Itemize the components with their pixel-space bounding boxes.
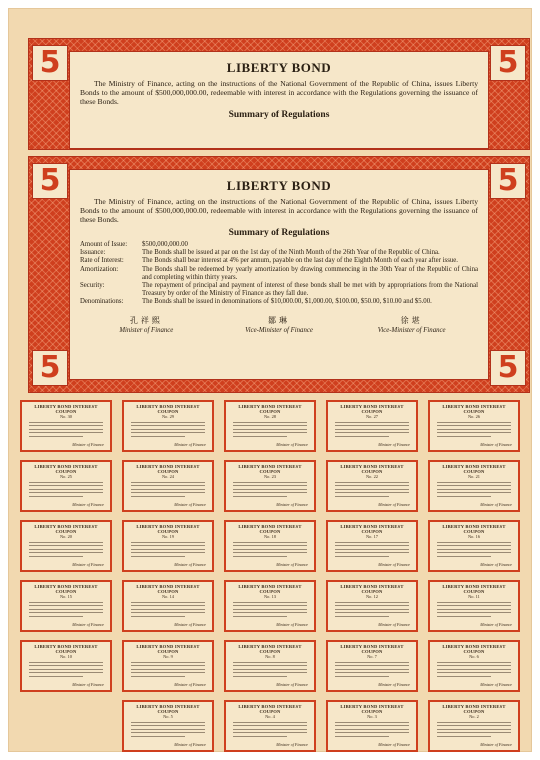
- interest-coupon: [20, 520, 112, 572]
- summary-title: Summary of Regulations: [228, 110, 330, 120]
- coupon-number: No. 14: [162, 594, 174, 599]
- coupon-signature: Minister of Finance: [174, 742, 206, 747]
- coupon-text-lines: [433, 602, 515, 617]
- coupon-text-lines: [229, 722, 311, 737]
- coupon-text-lines: [127, 602, 209, 617]
- coupon-heading: LIBERTY BOND INTEREST COUPON: [136, 704, 200, 714]
- coupon-number: No. 20: [60, 534, 72, 539]
- interest-coupon: [428, 460, 520, 512]
- coupon-number: No. 7: [367, 654, 377, 659]
- coupon-number: No. 25: [60, 474, 72, 479]
- coupon-text-lines: [331, 722, 413, 737]
- coupon-signature: Minister of Finance: [174, 622, 206, 627]
- coupon-heading: LIBERTY BOND INTEREST COUPON: [340, 464, 404, 474]
- interest-coupon: [326, 400, 418, 452]
- bond-sheet: [8, 8, 532, 752]
- coupon-signature: Minister of Finance: [72, 502, 104, 507]
- coupon-heading: LIBERTY BOND INTEREST COUPON: [340, 404, 404, 414]
- coupon-signature: Minister of Finance: [276, 682, 308, 687]
- coupon-text-lines: [433, 662, 515, 677]
- coupon-heading: LIBERTY BOND INTEREST COUPON: [136, 644, 200, 654]
- regulation-label: Amount of Issue:: [80, 241, 128, 248]
- coupon-text-lines: [433, 722, 515, 737]
- bond-text-panel: [69, 169, 489, 380]
- regulation-text: The Bonds shall be redeemed by yearly amortization by drawing commencing in the 30th Year of the Republic of China and completing within thirty years.: [142, 265, 478, 281]
- coupon-text-lines: [25, 602, 107, 617]
- interest-coupon: [224, 580, 316, 632]
- regulation-label: Amortization:: [80, 265, 119, 273]
- regulation-label: Security:: [80, 282, 105, 290]
- coupon-number: No. 12: [366, 594, 378, 599]
- coupon-number: No. 13: [264, 594, 276, 599]
- coupon-number: No. 4: [265, 714, 275, 719]
- interest-coupon: [224, 460, 316, 512]
- coupon-number: No. 27: [366, 414, 378, 419]
- signature-vice-minister: [357, 315, 467, 334]
- coupon-number: No. 18: [264, 534, 276, 539]
- coupon-signature: Minister of Finance: [378, 442, 410, 447]
- denomination-corner: 5: [32, 350, 68, 386]
- coupon-heading: LIBERTY BOND INTEREST COUPON: [34, 404, 98, 414]
- signature-title: Vice-Minister of Finance: [245, 326, 313, 334]
- bond-intro: The Ministry of Finance, acting on the instructions of the National Government of the Republic of China, issues Liberty Bonds to the amount of $500,000,000.00, redeemable with interest in accordance with the Regulations governing the issuance of these Bonds.: [80, 197, 478, 224]
- coupon-signature: Minister of Finance: [480, 442, 512, 447]
- bond-title: LIBERTY BOND: [226, 60, 332, 75]
- regulation-text: The Bonds shall be issued at par on the 1st day of the Ninth Month of the 26th Year of the Republic of China.: [142, 249, 440, 257]
- coupon-text-lines: [331, 662, 413, 677]
- coupon-heading: LIBERTY BOND INTEREST COUPON: [238, 584, 302, 594]
- regulation-label: Rate of Interest:: [80, 257, 124, 265]
- coupon-signature: Minister of Finance: [72, 562, 104, 567]
- bond-certificate: [28, 156, 530, 393]
- coupon-text-lines: [127, 722, 209, 737]
- coupon-heading: LIBERTY BOND INTEREST COUPON: [238, 524, 302, 534]
- regulation-row: [80, 266, 478, 282]
- denomination-corner: 5: [32, 45, 68, 81]
- interest-coupon: [224, 700, 316, 752]
- interest-coupon: [326, 580, 418, 632]
- signature-vice-minister: [224, 315, 334, 334]
- signature-chop: 孔祥熙: [129, 315, 163, 325]
- regulation-row: [80, 249, 478, 257]
- regulation-text: $500,000,000.00: [142, 241, 188, 248]
- interest-coupon: [224, 640, 316, 692]
- denomination-corner: 5: [490, 350, 526, 386]
- coupon-number: No. 29: [162, 414, 174, 419]
- coupon-signature: Minister of Finance: [174, 562, 206, 567]
- coupon-text-lines: [127, 482, 209, 497]
- regulation-row: [80, 282, 478, 298]
- coupon-signature: Minister of Finance: [276, 622, 308, 627]
- interest-coupon: [20, 400, 112, 452]
- coupon-number: No. 30: [60, 414, 72, 419]
- coupon-heading: LIBERTY BOND INTEREST COUPON: [340, 644, 404, 654]
- coupon-text-lines: [229, 602, 311, 617]
- coupon-sheet: [20, 400, 532, 756]
- regulation-text: The repayment of principal and payment of interest of these bonds shall be met with by appropriations from the National Treasury by order of the Ministry of Finance as they fall due.: [142, 282, 478, 298]
- interest-coupon: [122, 520, 214, 572]
- coupon-text-lines: [127, 662, 209, 677]
- coupon-number: No. 23: [264, 474, 276, 479]
- signature-chop: 徐堪: [400, 315, 423, 325]
- regulation-text: The Bonds shall be issued in denominations of $10,000.00, $1,000.00, $100.00, $50.00, $10.00 and $5.00.: [142, 298, 432, 306]
- coupon-text-lines: [25, 422, 107, 437]
- interest-coupon: [20, 580, 112, 632]
- coupon-text-lines: [127, 422, 209, 437]
- interest-coupon: [428, 700, 520, 752]
- coupon-signature: Minister of Finance: [174, 502, 206, 507]
- coupon-number: No. 11: [468, 594, 480, 599]
- interest-coupon: [122, 580, 214, 632]
- interest-coupon: [326, 520, 418, 572]
- regulation-label: Issuance:: [80, 249, 106, 257]
- coupon-signature: Minister of Finance: [378, 742, 410, 747]
- interest-coupon: [326, 460, 418, 512]
- bond-intro: The Ministry of Finance, acting on the instructions of the National Government of the Republic of China, issues Liberty Bonds to the amount of $500,000,000.00, redeemable with interest in accordance with the Regulations governing the issuance of these Bonds.: [80, 79, 478, 106]
- coupon-number: No. 24: [162, 474, 174, 479]
- coupon-number: No. 26: [468, 414, 480, 419]
- coupon-number: No. 9: [163, 654, 173, 659]
- interest-coupon: [326, 700, 418, 752]
- coupon-signature: Minister of Finance: [72, 682, 104, 687]
- coupon-number: No. 8: [265, 654, 275, 659]
- coupon-heading: LIBERTY BOND INTEREST COUPON: [442, 524, 506, 534]
- coupon-text-lines: [331, 602, 413, 617]
- interest-coupon: [122, 460, 214, 512]
- coupon-number: No. 22: [366, 474, 378, 479]
- coupon-text-lines: [433, 542, 515, 557]
- coupon-heading: LIBERTY BOND INTEREST COUPON: [136, 404, 200, 414]
- coupon-text-lines: [25, 542, 107, 557]
- coupon-heading: LIBERTY BOND INTEREST COUPON: [442, 584, 506, 594]
- bond-text-panel: [69, 51, 489, 149]
- coupon-signature: Minister of Finance: [174, 682, 206, 687]
- coupon-heading: LIBERTY BOND INTEREST COUPON: [34, 584, 98, 594]
- summary-title: Summary of Regulations: [228, 228, 330, 238]
- bond-certificate-back: [28, 38, 530, 150]
- coupon-signature: Minister of Finance: [480, 622, 512, 627]
- interest-coupon: [428, 580, 520, 632]
- coupon-text-lines: [25, 482, 107, 497]
- coupon-signature: Minister of Finance: [276, 562, 308, 567]
- coupon-heading: LIBERTY BOND INTEREST COUPON: [136, 584, 200, 594]
- coupon-text-lines: [25, 662, 107, 677]
- coupon-signature: Minister of Finance: [378, 622, 410, 627]
- coupon-signature: Minister of Finance: [276, 742, 308, 747]
- coupon-signature: Minister of Finance: [480, 682, 512, 687]
- coupon-text-lines: [331, 482, 413, 497]
- coupon-heading: LIBERTY BOND INTEREST COUPON: [34, 524, 98, 534]
- coupon-signature: Minister of Finance: [72, 442, 104, 447]
- coupon-signature: Minister of Finance: [378, 562, 410, 567]
- interest-coupon: [122, 700, 214, 752]
- signature-title: Minister of Finance: [119, 326, 174, 334]
- coupon-number: No. 16: [468, 534, 480, 539]
- coupon-heading: LIBERTY BOND INTEREST COUPON: [238, 704, 302, 714]
- interest-coupon: [224, 520, 316, 572]
- signature-chop: 鄒琳: [267, 315, 290, 325]
- coupon-text-lines: [229, 542, 311, 557]
- coupon-signature: Minister of Finance: [276, 442, 308, 447]
- bond-title: LIBERTY BOND: [226, 178, 332, 193]
- coupon-heading: LIBERTY BOND INTEREST COUPON: [238, 644, 302, 654]
- coupon-number: No. 28: [264, 414, 276, 419]
- coupon-heading: LIBERTY BOND INTEREST COUPON: [34, 464, 98, 474]
- interest-coupon: [122, 400, 214, 452]
- coupon-number: No. 6: [469, 654, 479, 659]
- coupon-text-lines: [229, 662, 311, 677]
- coupon-text-lines: [433, 422, 515, 437]
- signature-title: Vice-Minister of Finance: [377, 326, 446, 334]
- coupon-signature: Minister of Finance: [480, 502, 512, 507]
- regulation-row: [80, 241, 478, 249]
- coupon-number: No. 21: [468, 474, 480, 479]
- coupon-heading: LIBERTY BOND INTEREST COUPON: [442, 464, 506, 474]
- coupon-heading: LIBERTY BOND INTEREST COUPON: [34, 644, 98, 654]
- coupon-signature: Minister of Finance: [378, 682, 410, 687]
- coupon-heading: LIBERTY BOND INTEREST COUPON: [340, 524, 404, 534]
- interest-coupon: [428, 520, 520, 572]
- coupon-number: No. 15: [60, 594, 72, 599]
- coupon-heading: LIBERTY BOND INTEREST COUPON: [238, 404, 302, 414]
- coupon-number: No. 10: [60, 654, 72, 659]
- denomination-corner: 5: [32, 163, 68, 199]
- coupon-signature: Minister of Finance: [276, 502, 308, 507]
- coupon-number: No. 5: [163, 714, 173, 719]
- coupon-number: No. 3: [367, 714, 377, 719]
- coupon-signature: Minister of Finance: [174, 442, 206, 447]
- coupon-heading: LIBERTY BOND INTEREST COUPON: [136, 464, 200, 474]
- coupon-text-lines: [229, 422, 311, 437]
- coupon-signature: Minister of Finance: [72, 622, 104, 627]
- coupon-heading: LIBERTY BOND INTEREST COUPON: [136, 524, 200, 534]
- regulation-text: The Bonds shall bear interest at 4% per annum, payable on the last day of the Eighth Month of each year after issue.: [142, 257, 458, 265]
- coupon-text-lines: [229, 482, 311, 497]
- interest-coupon: [428, 640, 520, 692]
- coupon-heading: LIBERTY BOND INTEREST COUPON: [442, 704, 506, 714]
- coupon-heading: LIBERTY BOND INTEREST COUPON: [340, 704, 404, 714]
- coupon-heading: LIBERTY BOND INTEREST COUPON: [238, 464, 302, 474]
- signature-block: [80, 315, 478, 334]
- interest-coupon: [428, 400, 520, 452]
- coupon-signature: Minister of Finance: [480, 742, 512, 747]
- coupon-signature: Minister of Finance: [480, 562, 512, 567]
- denomination-corner: 5: [490, 45, 526, 81]
- coupon-number: No. 17: [366, 534, 378, 539]
- coupon-number: No. 2: [469, 714, 479, 719]
- regulation-label: Denominations:: [80, 298, 124, 306]
- regulation-row: [80, 298, 478, 306]
- coupon-text-lines: [433, 482, 515, 497]
- coupon-signature: Minister of Finance: [378, 502, 410, 507]
- denomination-corner: 5: [490, 163, 526, 199]
- regulations-list: [80, 241, 478, 307]
- signature-minister: [91, 315, 201, 334]
- coupon-heading: LIBERTY BOND INTEREST COUPON: [442, 404, 506, 414]
- coupon-text-lines: [127, 542, 209, 557]
- interest-coupon: [326, 640, 418, 692]
- interest-coupon: [224, 400, 316, 452]
- regulation-row: [80, 257, 478, 265]
- coupon-text-lines: [331, 542, 413, 557]
- interest-coupon: [122, 640, 214, 692]
- interest-coupon: [20, 460, 112, 512]
- coupon-heading: LIBERTY BOND INTEREST COUPON: [442, 644, 506, 654]
- coupon-number: No. 19: [162, 534, 174, 539]
- coupon-text-lines: [331, 422, 413, 437]
- coupon-heading: LIBERTY BOND INTEREST COUPON: [340, 584, 404, 594]
- interest-coupon: [20, 640, 112, 692]
